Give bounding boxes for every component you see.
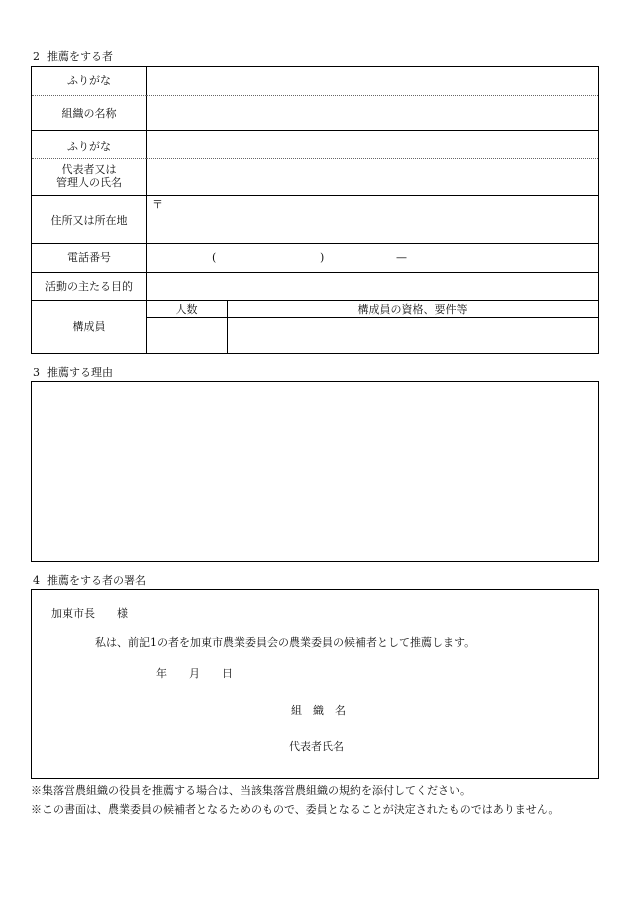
section-2-title: 推薦をする者	[47, 50, 113, 63]
label-furigana-rep: ふりがな	[67, 140, 111, 153]
section-4-number: 4	[33, 574, 40, 587]
row-divider-furigana2-field	[146, 158, 598, 159]
row-divider	[32, 130, 598, 131]
row-divider	[32, 300, 598, 301]
label-members: 構成員	[72, 320, 106, 333]
section-4-heading	[33, 574, 146, 587]
signature-box	[31, 589, 599, 779]
row-divider	[32, 272, 598, 273]
phone-open-paren: (	[212, 251, 217, 264]
row-divider	[32, 243, 598, 244]
recommendation-statement: 私は、前記1の者を加東市農業委員会の農業委員の候補者として推薦します。	[95, 636, 476, 649]
phone-dash: —	[396, 251, 407, 264]
organization-name-label: 組 織 名	[291, 704, 346, 717]
label-furigana-org: ふりがな	[67, 74, 111, 87]
section-3-heading	[33, 366, 113, 379]
addressee: 加東市長 様	[51, 607, 128, 620]
members-qualification-header: 構成員の資格、要件等	[357, 303, 468, 316]
phone-close-paren: )	[320, 251, 325, 264]
label-representative: 代表者又は	[61, 163, 117, 176]
postal-mark: 〒	[152, 198, 163, 211]
row-divider-furigana2-label	[32, 158, 146, 159]
section-3-number: 3	[33, 366, 40, 379]
reason-box	[31, 381, 599, 562]
section-2-number: 2	[33, 50, 40, 63]
note-2: ※この書面は、農業委員の候補者となるためのもので、委員となることが決定されたものではありません。	[31, 803, 560, 816]
representative-name-label: 代表者氏名	[289, 740, 344, 753]
recommender-table	[31, 66, 599, 354]
label-org-name: 組織の名称	[61, 107, 117, 120]
members-count-header: 人数	[175, 303, 198, 316]
section-2-heading	[33, 50, 113, 63]
date-line: 年 月 日	[156, 667, 233, 680]
members-header-divider	[146, 317, 598, 318]
row-divider-furigana1-field	[146, 95, 598, 96]
label-purpose: 活動の主たる目的	[45, 280, 133, 293]
note-1: ※集落営農組織の役員を推薦する場合は、当該集落営農組織の規約を添付してください。	[31, 784, 471, 797]
section-4-title: 推薦をする者の署名	[47, 574, 146, 587]
row-divider	[32, 195, 598, 196]
label-address: 住所又は所在地	[50, 214, 128, 227]
label-representative-line2: 管理人の氏名	[56, 176, 122, 189]
section-3-title: 推薦する理由	[47, 366, 113, 379]
row-divider-furigana1-label	[32, 95, 146, 96]
label-phone: 電話番号	[67, 251, 111, 264]
